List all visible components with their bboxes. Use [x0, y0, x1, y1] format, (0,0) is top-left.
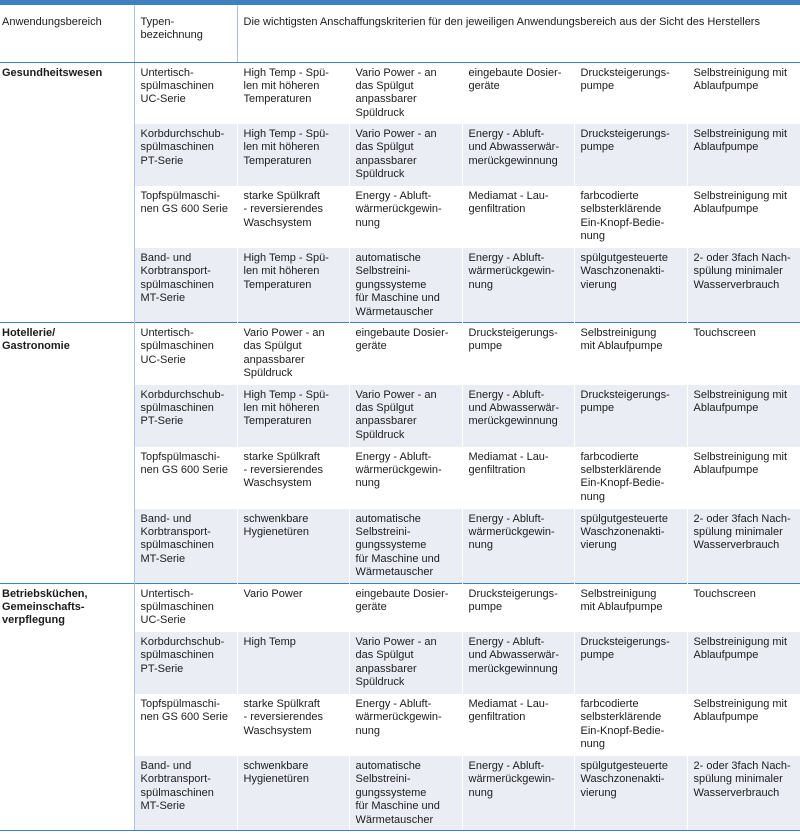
- criterion-cell: Touchscreen: [687, 583, 800, 632]
- criterion-cell: 2- oder 3fach Nach- spülung minimaler Wasserverbrauch: [687, 509, 800, 584]
- criterion-cell: Touchscreen: [687, 323, 800, 385]
- type-cell: Topfspülmaschi- nen GS 600 Serie: [134, 447, 237, 509]
- criterion-cell: High Temp - Spü- len mit höheren Temperaturen: [237, 124, 349, 186]
- table-row: [0, 248, 800, 323]
- criterion-cell: Energy - Abluft- wärmerückgewin- nung: [349, 447, 462, 509]
- header-row: [0, 5, 800, 62]
- area-cell: [0, 756, 134, 831]
- criterion-cell: Energy - Abluft- wärmerückgewin- nung: [349, 186, 462, 248]
- criterion-cell: Vario Power: [237, 583, 349, 632]
- criterion-cell: farbcodierte selbsterklärende Ein-Knopf-Bedie- nung: [574, 447, 687, 509]
- table-header: [0, 5, 800, 62]
- criterion-cell: Selbstreinigung mit Ablaufpumpe: [687, 62, 800, 124]
- criterion-cell: Selbstreinigung mit Ablaufpumpe: [687, 447, 800, 509]
- criterion-cell: Drucksteigerungs- pumpe: [462, 583, 574, 632]
- header-area: Anwendungsbereich: [0, 5, 134, 62]
- criterion-cell: schwenkbare Hygienetüren: [237, 509, 349, 584]
- criterion-cell: Energy - Abluft- und Abwasserwär- merückgewinnung: [462, 385, 574, 447]
- criterion-cell: automatische Selbstreini- gungssysteme für Maschine und Wärmetauscher: [349, 248, 462, 323]
- criterion-cell: Energy - Abluft- wärmerückgewin- nung: [462, 756, 574, 831]
- table-row: [0, 62, 800, 124]
- criterion-cell: Selbstreinigung mit Ablaufpumpe: [687, 632, 800, 694]
- criterion-cell: Energy - Abluft- wärmerückgewin- nung: [462, 509, 574, 584]
- criterion-cell: High Temp - Spü- len mit höheren Temperaturen: [237, 62, 349, 124]
- criterion-cell: automatische Selbstreini- gungssysteme für Maschine und Wärmetauscher: [349, 756, 462, 831]
- criterion-cell: eingebaute Dosier- geräte: [462, 62, 574, 124]
- area-cell: Gesundheitswesen: [0, 62, 134, 124]
- criterion-cell: Mediamat - Lau- genfiltration: [462, 186, 574, 248]
- table-row: [0, 756, 800, 831]
- area-cell: [0, 248, 134, 323]
- type-cell: Band- und Korbtransport- spülmaschinen MT-Serie: [134, 756, 237, 831]
- criterion-cell: spülgutgesteuerte Waschzonenakti- vierung: [574, 756, 687, 831]
- criterion-cell: 2- oder 3fach Nach- spülung minimaler Wasserverbrauch: [687, 756, 800, 831]
- criterion-cell: eingebaute Dosier- geräte: [349, 583, 462, 632]
- criterion-cell: Selbstreinigung mit Ablaufpumpe: [687, 385, 800, 447]
- criterion-cell: eingebaute Dosier- geräte: [349, 323, 462, 385]
- criterion-cell: starke Spülkraft - reversierendes Waschsystem: [237, 447, 349, 509]
- table-row: [0, 186, 800, 248]
- criterion-cell: Drucksteigerungs- pumpe: [574, 632, 687, 694]
- criterion-cell: automatische Selbstreini- gungssysteme für Maschine und Wärmetauscher: [349, 509, 462, 584]
- area-cell: [0, 509, 134, 584]
- criterion-cell: Vario Power - an das Spülgut anpassbarer Spüldruck: [349, 62, 462, 124]
- type-cell: Band- und Korbtransport- spülmaschinen MT-Serie: [134, 509, 237, 584]
- table-row: [0, 447, 800, 509]
- criterion-cell: Mediamat - Lau- genfiltration: [462, 447, 574, 509]
- criterion-cell: starke Spülkraft - reversierendes Waschsystem: [237, 694, 349, 756]
- criteria-table: [0, 5, 800, 831]
- header-type: Typen- bezeichnung: [134, 5, 237, 62]
- criterion-cell: Vario Power - an das Spülgut anpassbarer Spüldruck: [349, 385, 462, 447]
- criterion-cell: Energy - Abluft- wärmerückgewin- nung: [349, 694, 462, 756]
- criterion-cell: Selbstreinigung mit Ablaufpumpe: [687, 124, 800, 186]
- criterion-cell: Vario Power - an das Spülgut anpassbarer Spüldruck: [349, 632, 462, 694]
- area-cell: [0, 186, 134, 248]
- table-row: [0, 694, 800, 756]
- area-cell: [0, 124, 134, 186]
- table-row: [0, 124, 800, 186]
- criterion-cell: High Temp - Spü- len mit höheren Temperaturen: [237, 385, 349, 447]
- type-cell: Untertisch- spülmaschinen UC-Serie: [134, 323, 237, 385]
- area-cell: Betriebsküchen, Gemeinschafts- verpflegung: [0, 583, 134, 632]
- criterion-cell: Drucksteigerungs- pumpe: [574, 62, 687, 124]
- type-cell: Topfspülmaschi- nen GS 600 Serie: [134, 694, 237, 756]
- table-row: [0, 385, 800, 447]
- table-row: [0, 509, 800, 584]
- area-cell: [0, 694, 134, 756]
- table-row: [0, 323, 800, 385]
- criterion-cell: Drucksteigerungs- pumpe: [462, 323, 574, 385]
- area-cell: [0, 447, 134, 509]
- type-cell: Korbdurchschub- spülmaschinen PT-Serie: [134, 385, 237, 447]
- criterion-cell: spülgutgesteuerte Waschzonenakti- vierung: [574, 248, 687, 323]
- criterion-cell: starke Spülkraft - reversierendes Waschsystem: [237, 186, 349, 248]
- type-cell: Untertisch- spülmaschinen UC-Serie: [134, 62, 237, 124]
- criterion-cell: Energy - Abluft- und Abwasserwär- merückgewinnung: [462, 632, 574, 694]
- criterion-cell: High Temp: [237, 632, 349, 694]
- criterion-cell: Mediamat - Lau- genfiltration: [462, 694, 574, 756]
- criterion-cell: Vario Power - an das Spülgut anpassbarer Spüldruck: [237, 323, 349, 385]
- criterion-cell: schwenkbare Hygienetüren: [237, 756, 349, 831]
- criterion-cell: Selbstreinigung mit Ablaufpumpe: [574, 583, 687, 632]
- criterion-cell: Selbstreinigung mit Ablaufpumpe: [574, 323, 687, 385]
- criterion-cell: Energy - Abluft- und Abwasserwär- merückgewinnung: [462, 124, 574, 186]
- criterion-cell: Selbstreinigung mit Ablaufpumpe: [687, 186, 800, 248]
- criterion-cell: 2- oder 3fach Nach- spülung minimaler Wasserverbrauch: [687, 248, 800, 323]
- area-cell: [0, 632, 134, 694]
- area-cell: [0, 385, 134, 447]
- type-cell: Korbdurchschub- spülmaschinen PT-Serie: [134, 124, 237, 186]
- criterion-cell: Drucksteigerungs- pumpe: [574, 385, 687, 447]
- table-row: [0, 632, 800, 694]
- table-row: [0, 583, 800, 632]
- criterion-cell: High Temp - Spü- len mit höheren Temperaturen: [237, 248, 349, 323]
- header-criteria: Die wichtigsten Anschaffungskriterien für den jeweiligen Anwendungsbereich aus der Sicht des Herstellers: [237, 5, 800, 62]
- criterion-cell: Selbstreinigung mit Ablaufpumpe: [687, 694, 800, 756]
- type-cell: Band- und Korbtransport- spülmaschinen MT-Serie: [134, 248, 237, 323]
- criterion-cell: Drucksteigerungs- pumpe: [574, 124, 687, 186]
- criterion-cell: farbcodierte selbsterklärende Ein-Knopf-Bedie- nung: [574, 186, 687, 248]
- criterion-cell: Energy - Abluft- wärmerückgewin- nung: [462, 248, 574, 323]
- criterion-cell: farbcodierte selbsterklärende Ein-Knopf-Bedie- nung: [574, 694, 687, 756]
- table-body: [0, 62, 800, 831]
- type-cell: Topfspülmaschi- nen GS 600 Serie: [134, 186, 237, 248]
- type-cell: Untertisch- spülmaschinen UC-Serie: [134, 583, 237, 632]
- type-cell: Korbdurchschub- spülmaschinen PT-Serie: [134, 632, 237, 694]
- criterion-cell: spülgutgesteuerte Waschzonenakti- vierung: [574, 509, 687, 584]
- criterion-cell: Vario Power - an das Spülgut anpassbarer Spüldruck: [349, 124, 462, 186]
- area-cell: Hotellerie/ Gastronomie: [0, 323, 134, 385]
